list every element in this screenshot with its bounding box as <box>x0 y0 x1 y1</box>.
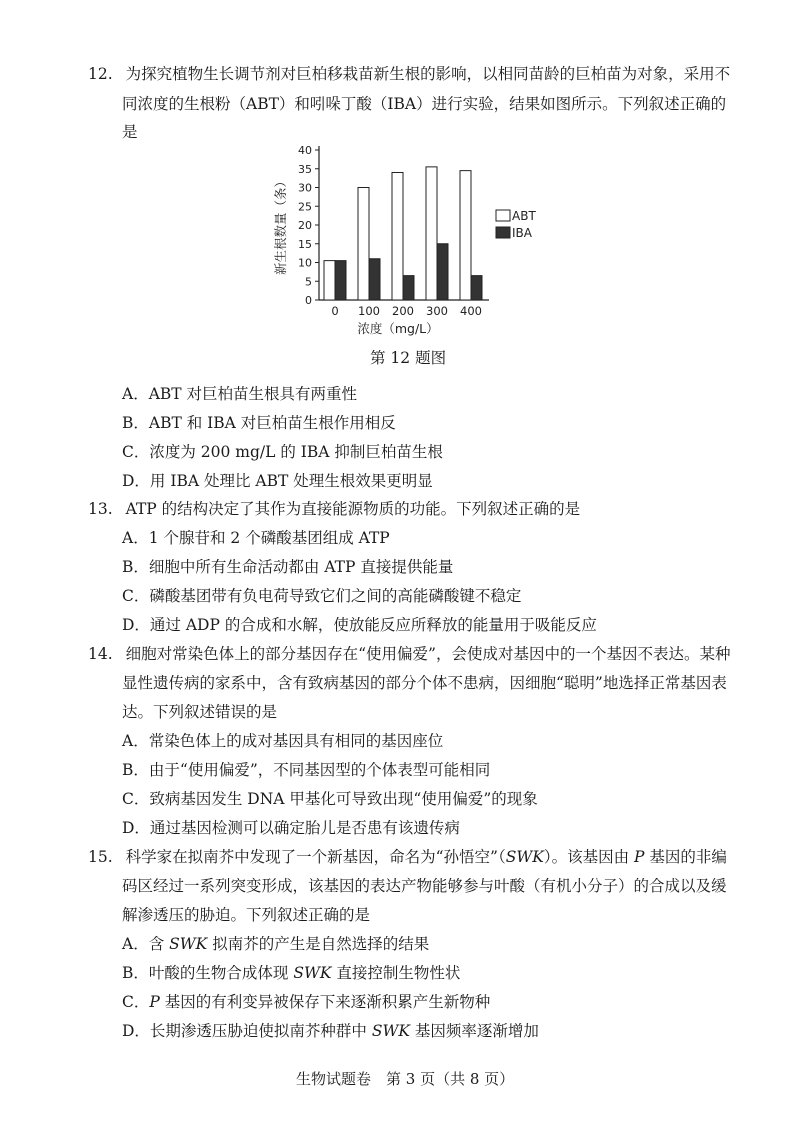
legend-label-iba: IBA <box>512 226 532 240</box>
q15-option-a <box>122 932 429 954</box>
q15-stem-line-3: 解渗透压的胁迫。下列叙述正确的是 <box>122 906 371 924</box>
q15-gene-p: P <box>634 848 645 866</box>
q15-option-d <box>122 1019 539 1041</box>
x-tick-label: 200 <box>392 304 414 318</box>
q14-option-a: A．常染色体上的成对基因具有相同的基因座位 <box>122 732 444 750</box>
y-tick-label: 5 <box>305 275 312 289</box>
q12-option-a: A．ABT 对巨柏苗生根具有两重性 <box>122 385 358 403</box>
y-tick-label: 0 <box>305 294 312 307</box>
bar-abt <box>426 167 437 300</box>
q15-option-c <box>122 990 490 1012</box>
q12-bar-chart <box>268 140 558 340</box>
q15-stem-line-2: 码区经过一系列突变形成，该基因的表达产物能够参与叶酸（有机小分子）的合成以及缓 <box>122 877 727 895</box>
x-tick-label: 100 <box>358 304 380 318</box>
q12-stem-text-1: 为探究植物生长调节剂对巨柏移栽苗新生根的影响，以相同苗龄的巨柏苗为对象，采用不 <box>125 65 731 83</box>
q14-number: 14. <box>88 645 113 663</box>
bar-abt <box>392 173 403 301</box>
bar-iba <box>403 276 414 300</box>
q14-stem-line-3: 达。下列叙述错误的是 <box>122 703 278 721</box>
q14-stem-line-2: 显性遗传病的家系中，含有致病基因的部分个体不患病，因细胞“聪明”地选择正常基因表 <box>122 674 727 692</box>
q15-stem-text-1 <box>126 848 727 866</box>
q15-option-c-post: 基因的有利变异被保存下来逐渐积累产生新物种 <box>159 993 491 1011</box>
q13-number: 13. <box>88 500 113 518</box>
legend-swatch-abt <box>496 210 510 221</box>
bar-abt <box>460 171 471 300</box>
q15-option-c-gene: P <box>149 993 160 1011</box>
q12-number: 12. <box>88 65 113 83</box>
bar-iba <box>335 261 346 300</box>
y-axis-label: 新生根数量（条） <box>273 174 288 276</box>
q15-option-a-pre: A．含 <box>122 935 170 953</box>
y-tick-label: 20 <box>298 219 312 232</box>
y-tick-label: 35 <box>298 162 312 176</box>
q15-option-b <box>122 961 460 983</box>
q13-stem-text: ATP 的结构决定了其作为直接能源物质的功能。下列叙述正确的是 <box>125 500 581 518</box>
y-tick-label: 30 <box>298 181 312 195</box>
q13-option-d: D．通过 ADP 的合成和水解，使放能反应所释放的能量用于吸能反应 <box>122 616 597 634</box>
q15-stem-1c: ）。该基因由 <box>543 848 635 866</box>
q13-option-a: A．1 个腺苷和 2 个磷酸基团组成 ATP <box>122 529 390 547</box>
q15-option-d-post: 基因频率逐渐增加 <box>410 1022 539 1040</box>
q15-option-d-gene: SWK <box>371 1022 410 1040</box>
y-tick-label: 10 <box>298 256 312 270</box>
x-axis-label: 浓度（mg/L） <box>357 321 439 336</box>
q15-option-a-gene: SWK <box>169 935 208 953</box>
q15-option-b-post: 直接控制生物性状 <box>331 964 461 982</box>
q14-option-c: C．致病基因发生 DNA 甲基化可导致出现“使用偏爱”的现象 <box>122 790 538 808</box>
bar-iba <box>369 259 380 300</box>
bar-abt <box>358 188 369 301</box>
q12-option-c: C．浓度为 200 mg/L 的 IBA 抑制巨柏苗生根 <box>122 443 443 461</box>
q15-option-a-post: 拟南芥的产生是自然选择的结果 <box>207 935 430 953</box>
y-tick-label: 15 <box>298 237 312 251</box>
q12-stem-line-2: 同浓度的生根粉（ABT）和吲哚丁酸（IBA）进行实验，结果如图所示。下列叙述正确的 <box>122 95 727 113</box>
q14-stem-line-1 <box>88 642 730 664</box>
q15-number: 15. <box>88 848 113 866</box>
q12-option-b: B．ABT 和 IBA 对巨柏苗生根作用相反 <box>122 414 396 432</box>
x-tick-label: 400 <box>460 304 482 318</box>
q14-stem-text-1: 细胞对常染色体上的部分基因存在“使用偏爱”，会使成对基因中的一个基因不表达。某种 <box>125 645 731 663</box>
x-tick-label: 0 <box>331 304 339 318</box>
legend-swatch-iba <box>496 227 510 238</box>
q15-option-c-pre: C． <box>122 993 150 1011</box>
q12-option-d: D．用 IBA 处理比 ABT 处理生根效果更明显 <box>122 472 433 490</box>
q13-option-b: B．细胞中所有生命活动都由 ATP 直接提供能量 <box>122 558 454 576</box>
q15-stem-1a: 科学家在拟南芥中发现了一个新基因，命名为“孙悟空”（ <box>125 848 506 866</box>
q15-option-d-pre: D．长期渗透压胁迫使拟南芥种群中 <box>122 1022 372 1040</box>
q14-option-d: D．通过基因检测可以确定胎儿是否患有该遗传病 <box>122 819 460 837</box>
y-tick-label: 40 <box>298 144 312 157</box>
bar-iba <box>471 276 482 300</box>
page-footer: 生物试题卷 第 3 页（共 8 页） <box>296 1070 515 1088</box>
q13-stem-line-1 <box>88 497 580 519</box>
x-tick-label: 300 <box>426 304 448 318</box>
q12-figure-caption: 第 12 题图 <box>370 349 447 367</box>
q12-stem-line-1 <box>88 62 730 84</box>
q15-option-b-pre: B．叶酸的生物合成体现 <box>122 964 294 982</box>
bar-abt <box>324 261 335 300</box>
q15-stem-line-1 <box>88 845 727 867</box>
q12-stem-line-3: 是 <box>122 123 138 141</box>
q15-option-b-gene: SWK <box>293 964 332 982</box>
q14-option-b: B．由于“使用偏爱”，不同基因型的个体表型可能相同 <box>122 761 491 779</box>
bar-iba <box>437 244 448 300</box>
q15-stem-1e: 基因的非编 <box>644 848 727 866</box>
q15-gene-swk: SWK <box>505 848 544 866</box>
y-tick-label: 25 <box>298 200 312 214</box>
legend-label-abt: ABT <box>512 209 536 223</box>
q13-option-c: C．磷酸基团带有负电荷导致它们之间的高能磷酸键不稳定 <box>122 587 522 605</box>
